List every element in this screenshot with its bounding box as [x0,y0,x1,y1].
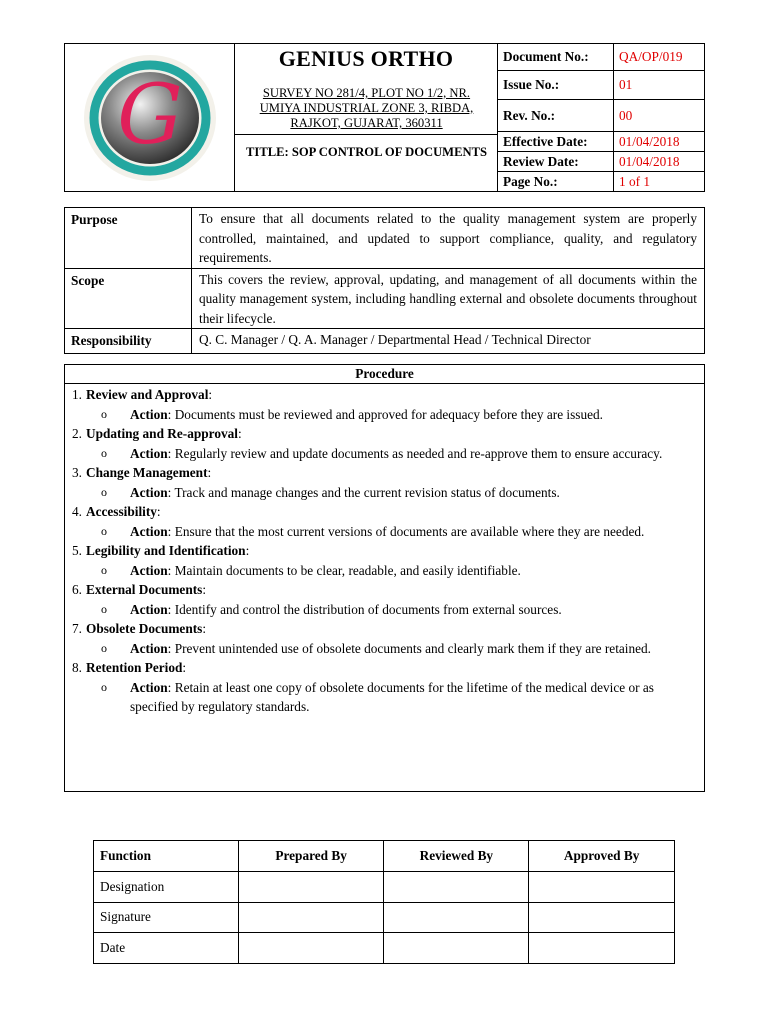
action-label: Action [130,601,168,617]
step-action: Regularly review and update documents as needed and re-approve them to ensure accuracy. [174,445,663,461]
step-number: 7. [72,621,82,636]
procedure-step: 3. Change Management: o Action: Track and manage changes and the current revision status of documents. [65,463,704,502]
meta-row-page-no [498,172,705,191]
step-action: Ensure that the most current versions of documents are available where they are needed. [174,523,645,539]
procedure-step: 7. Obsolete Documents: o Action: Prevent unintended use of obsolete documents and clearly mark them if they are retained. [65,619,704,658]
step-title: Review and Approval [86,387,209,402]
signoff-row-label: Date [94,933,239,964]
scope-row [65,269,704,330]
purpose-table [64,207,705,354]
bullet-icon: o [101,601,107,616]
bullet-icon: o [101,406,107,421]
purpose-text: To ensure that all documents related to the quality management system are properly controlled, maintained, and updated to support compliance, quality, and regulatory requirements. [199,211,697,265]
signoff-cell [529,902,675,933]
procedure-step: 4. Accessibility: o Action: Ensure that the most current versions of documents are available where they are needed. [65,502,704,541]
step-number: 5. [72,543,82,558]
meta-label: Review Date: [498,152,614,171]
signoff-row [94,933,675,964]
signoff-cell [238,902,384,933]
meta-value: 01/04/2018 [619,133,680,149]
meta-label: Effective Date: [498,132,614,151]
step-action: Retain at least one copy of obsolete documents for the lifetime of the medical device or as specified by regulatory standards. [130,679,654,714]
company-cell [235,44,498,191]
signoff-header: Approved By [529,841,675,872]
meta-value: QA/OP/019 [619,49,683,64]
step-action: Prevent unintended use of obsolete documents and clearly mark them if they are retained. [174,640,652,656]
procedure-step: 5. Legibility and Identification: o Action: Maintain documents to be clear, readable, and easily identifiable. [65,541,704,580]
document-meta [498,44,705,191]
signoff-header: Function [94,841,239,872]
logo-cell [65,44,235,191]
step-action: Track and manage changes and the current revision status of documents. [174,484,560,500]
procedure-step: 8. Retention Period: o Action: Retain at least one copy of obsolete documents for the lifetime of the medical device or as specified by regulatory standards. [65,658,704,717]
action-label: Action [130,406,168,422]
signoff-row [94,902,675,933]
scope-text: This covers the review, approval, updating, and management of all documents within the quality management system, including handling external and obsolete documents throughout their lifecycle. [199,271,697,326]
action-label: Action [130,640,168,656]
responsibility-text: Q. C. Manager / Q. A. Manager / Departmental Head / Technical Director [199,332,591,347]
document-header [64,43,705,192]
bullet-icon: o [101,445,107,460]
meta-value: 00 [619,107,633,123]
step-action: Documents must be reviewed and approved for adequacy before they are issued. [174,406,603,422]
signoff-row [94,872,675,903]
signoff-table [93,840,675,964]
step-action: Identify and control the distribution of documents from external sources. [174,601,562,617]
signoff-cell [384,933,529,964]
step-number: 2. [72,426,82,441]
step-title: Retention Period [86,660,183,675]
signoff-cell [238,933,384,964]
signoff-cell [384,872,529,903]
step-action: Maintain documents to be clear, readable, and easily identifiable. [174,562,521,578]
procedure-steps [65,384,704,717]
procedure-step: 6. External Documents: o Action: Identify and control the distribution of documents from external sources. [65,580,704,619]
procedure-section [64,364,705,792]
responsibility-label: Responsibility [65,329,192,353]
signoff-header: Prepared By [238,841,384,872]
step-title: External Documents [86,582,203,597]
action-label: Action [130,445,168,461]
signoff-cell [238,872,384,903]
divider [235,134,497,135]
action-label: Action [130,523,168,539]
meta-label: Page No.: [498,172,614,191]
company-name: GENIUS ORTHO [278,46,454,71]
signoff-cell [384,902,529,933]
procedure-step: 2. Updating and Re-approval: o Action: Regularly review and update documents as needed and re-approve them to ensure accuracy. [65,424,704,463]
meta-value: 01/04/2018 [619,153,680,169]
meta-row-rev-no [498,100,705,132]
bullet-icon: o [101,523,107,538]
procedure-heading: Procedure [65,365,704,384]
signoff-cell [529,872,675,903]
bullet-icon: o [101,484,107,499]
action-label: Action [130,484,168,500]
meta-value: 01 [619,77,633,92]
document-title: TITLE: SOP CONTROL OF DOCUMENTS [246,145,487,159]
responsibility-row [65,329,704,353]
action-label: Action [130,679,168,695]
step-number: 8. [72,660,82,675]
step-title: Obsolete Documents [86,621,203,636]
meta-value: 1 of 1 [619,173,651,189]
bullet-icon: o [101,562,107,577]
company-logo [80,51,220,185]
signoff-cell [529,933,675,964]
step-title: Updating and Re-approval [86,426,238,441]
step-title: Accessibility [86,504,157,519]
step-number: 3. [72,465,82,480]
meta-label: Document No.: [498,44,614,70]
step-number: 1. [72,387,82,402]
purpose-row [65,208,704,269]
bullet-icon: o [101,640,107,655]
company-address: SURVEY NO 281/4, PLOT NO 1/2, NR. UMIYA INDUSTRIAL ZONE 3, RIBDA, RAJKOT, GUJARAT, 360311 [259,86,474,130]
signoff-header-row [94,841,675,872]
signoff-row-label: Signature [94,902,239,933]
meta-row-review-date [498,152,705,172]
step-number: 6. [72,582,82,597]
procedure-step: 1. Review and Approval: o Action: Documents must be reviewed and approved for adequacy before they are issued. [65,385,704,424]
meta-label: Rev. No.: [498,100,614,131]
meta-label: Issue No.: [498,71,614,99]
step-title: Legibility and Identification [86,543,246,558]
scope-label: Scope [65,269,192,329]
purpose-label: Purpose [65,208,192,268]
logo-letter: G [116,67,183,163]
step-title: Change Management [86,465,208,480]
step-number: 4. [72,504,82,519]
meta-row-document-no [498,44,705,71]
meta-row-effective-date [498,132,705,152]
bullet-icon: o [101,679,107,694]
signoff-header: Reviewed By [384,841,529,872]
action-label: Action [130,562,168,578]
signoff-row-label: Designation [94,872,239,903]
meta-row-issue-no [498,71,705,100]
